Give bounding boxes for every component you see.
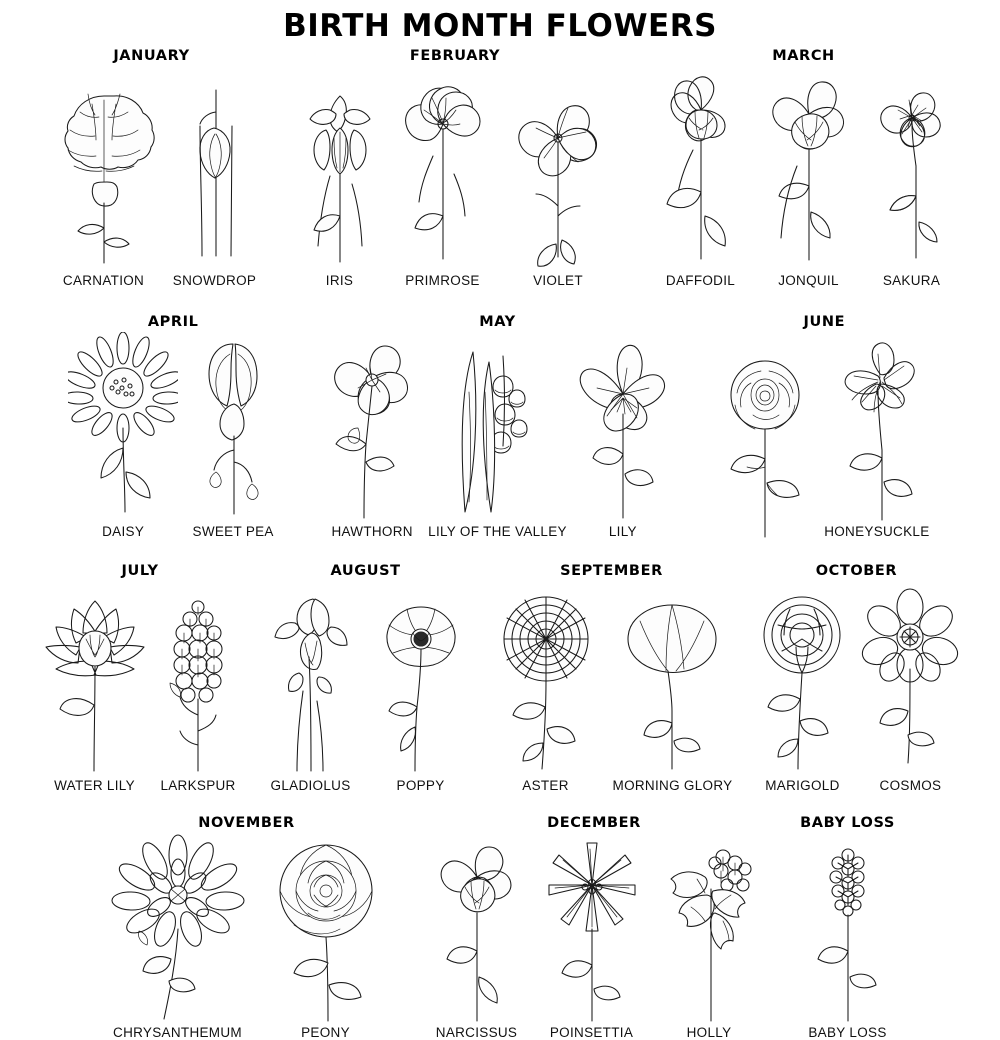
poinsettia-flower-icon	[537, 833, 647, 1023]
flower-name: JONQUIL	[778, 273, 839, 288]
lily-of-the-valley-flower-icon	[443, 332, 553, 522]
flower-name: LILY	[608, 524, 637, 539]
month-group-july	[40, 563, 241, 793]
flower-name: CARNATION	[62, 273, 145, 288]
honeysuckle-flower-icon	[822, 332, 932, 522]
month-label: MARCH	[772, 48, 835, 64]
flower-lily	[573, 332, 673, 539]
flower-name: NARCISSUS	[435, 1025, 518, 1040]
flower-name: CHRYSANTHEMUM	[113, 1025, 242, 1040]
month-group-august	[261, 563, 471, 793]
flower-baby-loss	[798, 833, 898, 1040]
flower-name: POINSETTIA	[549, 1025, 634, 1040]
flower-larkspur	[156, 581, 241, 793]
flower-morning-glory	[613, 581, 733, 793]
flower-peony	[261, 833, 391, 1040]
gladiolus-flower-icon	[261, 581, 361, 776]
flower-snowdrop	[170, 66, 260, 288]
daffodil-flower-icon	[651, 66, 751, 271]
violet-flower-icon	[506, 66, 611, 271]
month-label: FEBRUARY	[409, 48, 501, 64]
month-row	[0, 563, 1000, 793]
flower-row	[798, 833, 898, 1040]
flower-name: LARKSPUR	[160, 778, 236, 793]
flower-iris	[300, 66, 380, 288]
month-group-april	[68, 314, 278, 539]
page-title: BIRTH MONTH FLOWERS	[283, 8, 717, 44]
flower-rose	[717, 349, 812, 539]
flower-row	[300, 66, 611, 288]
flower-row	[491, 581, 733, 793]
flower-row	[40, 581, 241, 793]
flower-jonquil	[759, 66, 859, 288]
morning-glory-flower-icon	[620, 581, 725, 776]
hawthorn-flower-icon	[322, 332, 422, 522]
flower-row	[103, 833, 391, 1040]
month-group-may	[322, 314, 673, 539]
flower-water-lily	[40, 581, 150, 793]
primrose-flower-icon	[388, 66, 498, 271]
cosmos-flower-icon	[860, 581, 960, 776]
flower-name: SNOWDROP	[172, 273, 257, 288]
sweet-pea-flower-icon	[188, 332, 278, 522]
flower-row	[44, 66, 260, 288]
flower-name: POPPY	[396, 778, 445, 793]
peony-flower-icon	[261, 833, 391, 1023]
flower-name: COSMOS	[879, 778, 942, 793]
flower-daffodil	[651, 66, 751, 288]
flower-name: HONEYSUCKLE	[824, 524, 930, 539]
flower-row	[651, 66, 957, 288]
month-row	[0, 48, 1000, 288]
month-group-october	[752, 563, 960, 793]
flower-carnation	[44, 66, 164, 288]
flower-aster	[491, 581, 601, 793]
flower-violet	[506, 66, 611, 288]
flower-name: PEONY	[301, 1025, 350, 1040]
marigold-flower-icon	[752, 581, 852, 776]
flower-row	[427, 833, 762, 1040]
flower-name: MARIGOLD	[765, 778, 840, 793]
flower-name: BABY LOSS	[808, 1025, 887, 1040]
water-lily-flower-icon	[40, 581, 150, 776]
month-label: BABY LOSS	[800, 815, 895, 831]
month-label: MAY	[479, 314, 516, 330]
daisy-flower-icon	[68, 332, 178, 522]
narcissus-flower-icon	[427, 833, 527, 1023]
chrysanthemum-flower-icon	[103, 833, 253, 1023]
aster-flower-icon	[491, 581, 601, 776]
flower-name: LILY OF THE VALLEY	[428, 524, 567, 539]
flower-name: DAFFODIL	[665, 273, 736, 288]
month-label: JUNE	[803, 314, 846, 330]
month-label: JULY	[121, 563, 159, 579]
flower-poppy	[371, 581, 471, 793]
flower-row	[717, 332, 932, 539]
month-label: JANUARY	[113, 48, 190, 64]
flower-lily-of-the-valley	[428, 332, 567, 539]
flower-name: HAWTHORN	[331, 524, 413, 539]
holly-flower-icon	[657, 833, 762, 1023]
flower-narcissus	[427, 833, 527, 1040]
iris-flower-icon	[300, 66, 380, 271]
poppy-flower-icon	[371, 581, 471, 776]
flower-name: ASTER	[522, 778, 569, 793]
flower-row	[322, 332, 673, 539]
flower-chrysanthemum	[103, 833, 253, 1040]
month-row	[0, 314, 1000, 539]
flower-row	[68, 332, 278, 539]
flower-holly	[657, 833, 762, 1040]
month-label: SEPTEMBER	[560, 563, 663, 579]
flower-primrose	[388, 66, 498, 288]
month-group-september	[491, 563, 733, 793]
flower-hawthorn	[322, 332, 422, 539]
flower-marigold	[752, 581, 852, 793]
month-label: OCTOBER	[815, 563, 898, 579]
flower-gladiolus	[261, 581, 361, 793]
flower-cosmos	[860, 581, 960, 793]
month-group-november	[103, 815, 391, 1040]
month-label: DECEMBER	[547, 815, 641, 831]
birth-month-flowers-poster	[0, 8, 1000, 1040]
lily-flower-icon	[573, 332, 673, 522]
flower-name: IRIS	[325, 273, 354, 288]
flower-sweet-pea	[188, 332, 278, 539]
jonquil-flower-icon	[759, 66, 859, 271]
month-row	[0, 815, 1000, 1040]
month-label: AUGUST	[330, 563, 401, 579]
baby-loss-flower-icon	[798, 833, 898, 1023]
month-label: NOVEMBER	[198, 815, 295, 831]
flower-row	[752, 581, 960, 793]
flower-row	[261, 581, 471, 793]
snowdrop-flower-icon	[170, 66, 260, 271]
month-group-baby-loss	[798, 815, 898, 1040]
rose-flower-icon	[717, 349, 812, 539]
flower-name: PRIMROSE	[405, 273, 480, 288]
month-label: APRIL	[147, 314, 199, 330]
flower-daisy	[68, 332, 178, 539]
flower-name: SAKURA	[882, 273, 941, 288]
flower-name: DAISY	[102, 524, 145, 539]
flower-sakura	[867, 66, 957, 288]
flower-name: MORNING GLORY	[612, 778, 733, 793]
flower-honeysuckle	[822, 332, 932, 539]
flower-name: SWEET PEA	[192, 524, 274, 539]
month-group-january	[44, 48, 260, 288]
flower-name: VIOLET	[533, 273, 583, 288]
flower-name: GLADIOLUS	[270, 778, 351, 793]
flower-poinsettia	[537, 833, 647, 1040]
month-group-march	[651, 48, 957, 288]
carnation-flower-icon	[44, 66, 164, 271]
flower-name: WATER LILY	[54, 778, 135, 793]
flower-name: HOLLY	[686, 1025, 732, 1040]
month-group-december	[427, 815, 762, 1040]
month-group-february	[300, 48, 611, 288]
larkspur-flower-icon	[156, 581, 241, 776]
month-group-june	[717, 314, 932, 539]
sakura-flower-icon	[867, 66, 957, 271]
